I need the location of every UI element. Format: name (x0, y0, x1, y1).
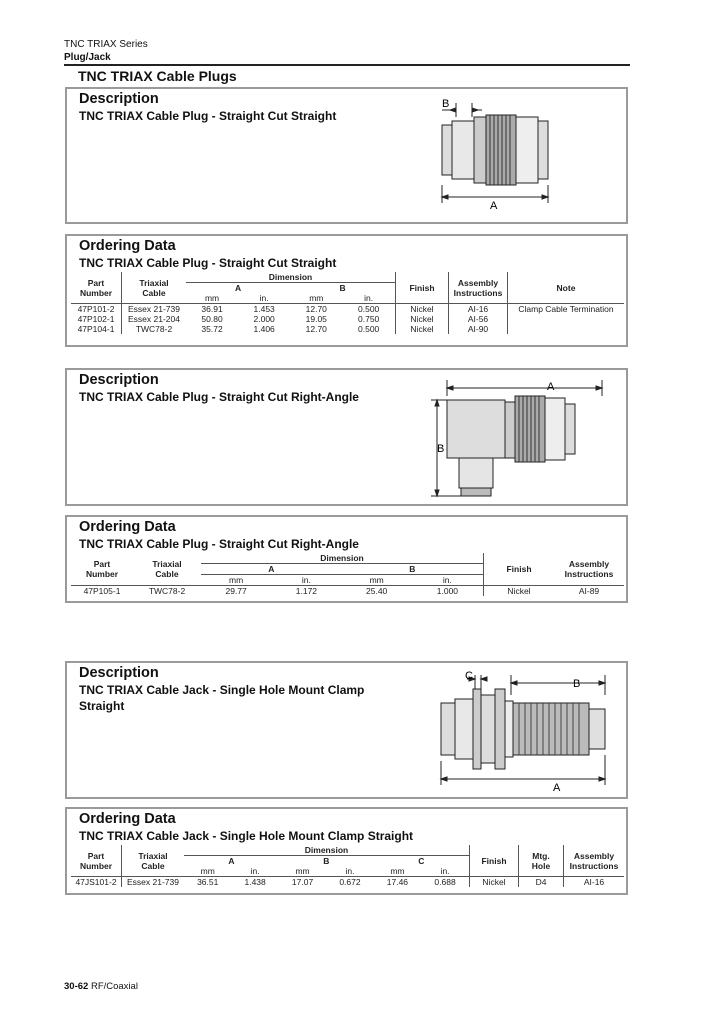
page-title: TNC TRIAX Cable Plugs (78, 68, 237, 84)
col-triaxial: Triaxial (152, 559, 182, 569)
description-box-right-angle-plug (65, 368, 628, 506)
cell: 35.72 (201, 324, 223, 334)
col-mm: mm (309, 293, 324, 303)
col-a: A (201, 564, 342, 575)
cell: TWC78-2 (148, 586, 186, 596)
col-dimension: Dimension (320, 553, 364, 563)
cell: AI-16 (449, 304, 508, 315)
col-instructions: Instructions (569, 860, 619, 871)
description-text: TNC TRIAX Cable Plug - Straight Cut Right-Angle (79, 390, 359, 404)
table-row (71, 314, 624, 324)
col-dimension: Dimension (268, 272, 313, 282)
cell: 36.91 (201, 304, 223, 314)
cell: 29.77 (225, 586, 247, 596)
col-in: in. (440, 866, 450, 876)
dimension-label-b: B (573, 678, 581, 690)
col-in: in. (412, 575, 484, 586)
section-heading: Description (79, 91, 159, 107)
cell: Nickel (396, 304, 449, 315)
ordering-box-straight-plug (65, 234, 628, 347)
col-number: Number (85, 569, 119, 579)
col-number: Number (79, 860, 113, 871)
cell: Nickel (470, 877, 519, 888)
cell: 1.172 (295, 586, 318, 596)
ordering-table (71, 845, 624, 887)
col-assembly: Assembly (573, 850, 615, 861)
table-row (71, 586, 624, 597)
cell: 47JS101-2 (75, 877, 117, 887)
table-row (71, 324, 624, 334)
ordering-text: TNC TRIAX Cable Plug - Straight Cut Right-Angle (79, 537, 359, 551)
jack-drawing (427, 667, 622, 797)
dimension-label-a: A (547, 381, 555, 393)
cell: 1.453 (253, 304, 275, 314)
cell: 12.70 (305, 324, 327, 334)
col-finish: Finish (470, 845, 519, 877)
col-assembly: Assembly (568, 559, 610, 569)
cell: 0.688 (434, 877, 456, 887)
col-b: B (279, 856, 374, 867)
ordering-text: TNC TRIAX Cable Jack - Single Hole Mount Clamp Straight (79, 829, 414, 843)
col-mm: mm (201, 575, 271, 586)
cell: Nickel (396, 324, 449, 334)
col-number: Number (79, 287, 113, 298)
col-in: in. (250, 866, 260, 876)
ordering-box-right-angle-plug (65, 515, 628, 603)
col-dimension: Dimension (304, 845, 349, 855)
col-in: in. (345, 866, 355, 876)
cell: 25.40 (366, 586, 388, 596)
ordering-box-jack (65, 807, 628, 895)
col-b: B (342, 564, 484, 575)
cell: 1.000 (436, 586, 459, 596)
cell: D4 (519, 877, 564, 888)
table-row (71, 304, 624, 315)
cell: 47P102-1 (77, 314, 115, 324)
col-note: Note (508, 272, 625, 304)
series-label: TNC TRIAX Series (64, 39, 148, 50)
col-cable: Cable (142, 287, 166, 298)
cell: 47P104-1 (77, 324, 115, 334)
cell: Essex 21-739 (122, 304, 187, 315)
ordering-table (71, 553, 624, 596)
col-cable: Cable (141, 860, 165, 871)
cell: 0.500 (358, 324, 380, 334)
col-a: A (186, 283, 290, 294)
ordering-text: TNC TRIAX Cable Plug - Straight Cut Straight (79, 256, 337, 270)
cell (508, 324, 625, 334)
right-angle-plug-drawing (427, 376, 617, 504)
cell: 19.05 (305, 314, 327, 324)
cell: AI-89 (578, 586, 600, 596)
col-b: B (290, 283, 395, 294)
col-mm: mm (295, 866, 310, 876)
col-mtg: Mtg. (532, 850, 550, 861)
cell: AI-56 (449, 314, 508, 324)
section-heading: Ordering Data (79, 238, 176, 254)
col-mm: mm (390, 866, 405, 876)
cell: Essex 21-204 (122, 314, 187, 324)
cell: 0.672 (339, 877, 361, 887)
col-triaxial: Triaxial (139, 277, 169, 288)
col-part: Part (87, 850, 105, 861)
cell: 17.07 (291, 877, 314, 887)
dimension-label-b: B (442, 98, 450, 110)
dimension-label-a: A (490, 200, 498, 212)
description-box-straight-plug (65, 87, 628, 224)
ordering-table (71, 272, 624, 334)
dimension-label-c: C (465, 670, 473, 682)
cell: 0.500 (358, 304, 380, 314)
straight-plug-drawing (432, 97, 612, 215)
cell: Clamp Cable Termination (508, 304, 625, 315)
footer-section: RF/Coaxial (90, 981, 138, 992)
col-mm: mm (204, 293, 220, 303)
col-assembly: Assembly (457, 277, 499, 288)
cell: 12.70 (305, 304, 327, 314)
col-mm: mm (200, 866, 215, 876)
cell: 47P101-2 (77, 304, 115, 314)
cell: 0.750 (358, 314, 380, 324)
dimension-label-a: A (553, 782, 561, 794)
cell: Nickel (484, 586, 555, 597)
cell: 50.80 (201, 314, 223, 324)
cell: 1.438 (244, 877, 266, 887)
section-heading: Description (79, 372, 159, 388)
col-finish: Finish (484, 553, 555, 586)
subtitle-label: Plug/Jack (64, 52, 111, 63)
col-instructions: Instructions (453, 287, 503, 298)
header-divider (64, 64, 630, 66)
section-heading: Ordering Data (79, 519, 176, 535)
cell: Nickel (396, 314, 449, 324)
col-hole: Hole (531, 860, 551, 871)
col-part: Part (87, 277, 105, 288)
cell: 36.51 (197, 877, 219, 887)
col-cable: Cable (155, 569, 179, 579)
cell (508, 314, 625, 324)
col-in: in. (364, 293, 374, 303)
cell: 1.406 (253, 324, 275, 334)
cell: TWC78-2 (122, 324, 187, 334)
dimension-label-b: B (437, 443, 445, 455)
cell: AI-16 (564, 877, 625, 888)
col-in: in. (259, 293, 269, 303)
cell: 2.000 (253, 314, 275, 324)
col-in: in. (271, 575, 341, 586)
cell: AI-90 (449, 324, 508, 334)
col-instructions: Instructions (564, 569, 614, 579)
description-text-line2: Straight (79, 699, 125, 713)
col-mm: mm (342, 575, 412, 586)
cell: Essex 21-739 (122, 877, 185, 888)
cell: 47P105-1 (83, 586, 121, 596)
col-c: C (374, 856, 470, 867)
description-text: TNC TRIAX Cable Plug - Straight Cut Straight (79, 109, 337, 123)
col-a: A (184, 856, 279, 867)
page-footer (64, 981, 138, 992)
description-text-line1: TNC TRIAX Cable Jack - Single Hole Mount Clamp (79, 683, 365, 697)
table-row (71, 877, 624, 888)
cell: 17.46 (386, 877, 409, 887)
col-part: Part (93, 559, 111, 569)
description-box-jack (65, 661, 628, 799)
page-number: 30-62 (64, 981, 89, 992)
section-heading: Ordering Data (79, 811, 176, 827)
section-heading: Description (79, 665, 159, 681)
col-triaxial: Triaxial (138, 850, 168, 861)
col-finish: Finish (396, 272, 449, 304)
